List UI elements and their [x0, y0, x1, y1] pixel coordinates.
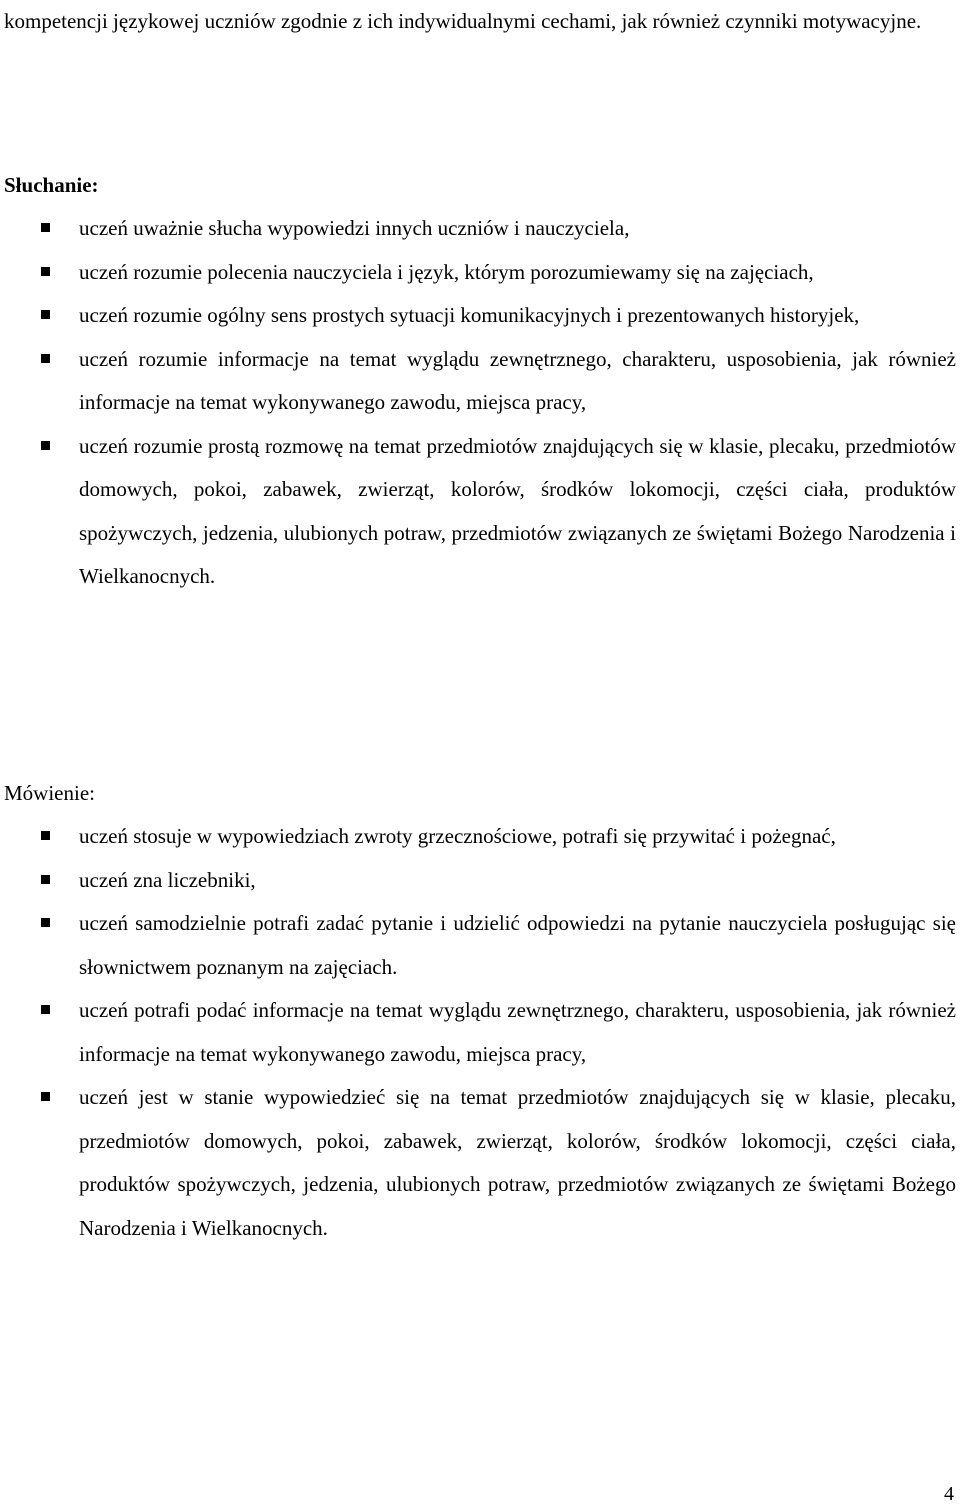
list-item: [0, 1076, 960, 1250]
list-item-text: uczeń rozumie ogólny sens prostych sytuacji komunikacyjnych i prezentowanych historyjek,: [79, 303, 860, 327]
list-item-text: uczeń jest w stanie wypowiedzieć się na temat przedmiotów znajdujących się w klasie, plecaku, przedmiotów domowych, pokoi, zabawek, zwierząt, kolorów, środków lokomocji, części ciała, produktów spożywczych, jedzenia, ulubionych potraw, przedmiotów związanych ze świętami Bożego Narodzenia i Wielkanocnych.: [79, 1085, 956, 1240]
list-item: [0, 207, 960, 251]
square-bullet-icon: [41, 1092, 50, 1101]
list-item: [0, 338, 960, 425]
square-bullet-icon: [41, 875, 50, 884]
list-item: [0, 251, 960, 295]
square-bullet-icon: [41, 1005, 50, 1014]
list-item: [0, 815, 960, 859]
list-item: [0, 425, 960, 599]
list-item: [0, 859, 960, 903]
list-item-text: uczeń rozumie informacje na temat wyglądu zewnętrznego, charakteru, usposobienia, jak również informacje na temat wykonywanego zawodu, miejsca pracy,: [79, 346, 956, 414]
square-bullet-icon: [41, 918, 50, 927]
list-item-text: uczeń rozumie polecenia nauczyciela i język, którym porozumiewamy się na zajęciach,: [79, 259, 814, 284]
square-bullet-icon: [41, 310, 50, 319]
page-number: 4: [944, 1483, 954, 1505]
list-item-text: uczeń rozumie prostą rozmowę na temat przedmiotów znajdujących się w klasie, plecaku, przedmiotów domowych, pokoi, zabawek, zwierząt, kolorów, środków lokomocji, części ciała, produktów spożywczych, jedzenia, ulubionych potraw, przedmiotów związanych ze świętami Bożego Narodzenia i Wielkanocnych.: [79, 433, 956, 588]
section-heading-listening: Słuchanie:: [4, 173, 99, 197]
listening-list: [0, 207, 960, 599]
list-item-text: uczeń samodzielnie potrafi zadać pytanie i udzielić odpowiedzi na pytanie nauczyciela posługując się słownictwem poznanym na zajęciach.: [79, 911, 956, 979]
square-bullet-icon: [41, 441, 50, 450]
square-bullet-icon: [41, 223, 50, 232]
list-item-text: uczeń zna liczebniki,: [79, 867, 256, 892]
intro-paragraph: kompetencji językowej uczniów zgodnie z ich indywidualnymi cechami, jak również czynniki motywacyjne.: [4, 9, 922, 33]
square-bullet-icon: [41, 267, 50, 276]
list-item-text: uczeń potrafi podać informacje na temat wyglądu zewnętrznego, charakteru, usposobienia, jak również informacje na temat wykonywanego zawodu, miejsca pracy,: [79, 998, 956, 1066]
speaking-list: [0, 815, 960, 1250]
list-item: [0, 294, 960, 338]
list-item-text: uczeń uważnie słucha wypowiedzi innych uczniów i nauczyciela,: [79, 216, 630, 240]
square-bullet-icon: [41, 831, 50, 840]
list-item: [0, 902, 960, 989]
section-heading-speaking: Mówienie:: [4, 781, 95, 805]
list-item: [0, 989, 960, 1076]
list-item-text: uczeń stosuje w wypowiedziach zwroty grzecznościowe, potrafi się przywitać i pożegnać,: [79, 824, 836, 848]
square-bullet-icon: [41, 354, 50, 363]
